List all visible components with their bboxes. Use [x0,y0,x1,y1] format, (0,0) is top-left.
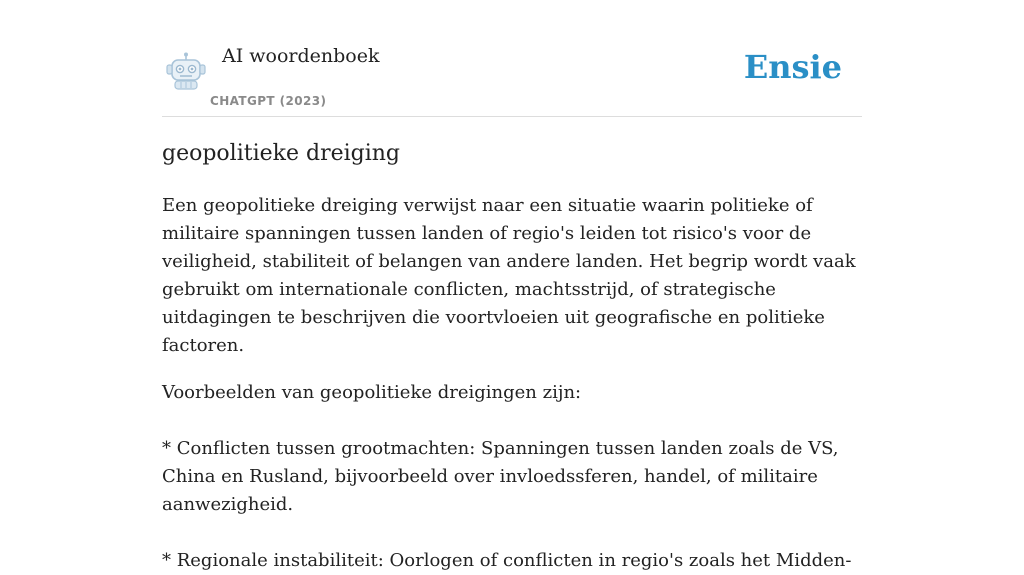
source-title[interactable]: AI woordenboek [222,45,380,67]
brand-logo[interactable]: Ensie [743,48,842,86]
example-item: * Conflicten tussen grootmachten: Spanningen tussen landen zoals de VS, China en Rusland, bijvoorbeeld over invloedssferen, handel, of militaire aanwezigheid. [162,438,839,515]
robot-icon [166,52,206,90]
source-subtitle: CHATGPT (2023) [210,94,327,108]
entry-term: geopolitieke dreiging [162,141,401,166]
definition-paragraph: Een geopolitieke dreiging verwijst naar een situatie waarin politieke of militaire spanningen tussen landen of regio's leiden tot risico's voor de veiligheid, stabiliteit of belangen van andere landen. Het begrip wordt vaak gebruikt om internationale conflicten, machtsstrijd, of strategische uitdagingen te beschrijven die voortvloeien uit geografische en politieke factoren. [162,195,856,356]
entry-header [162,0,862,117]
example-item: * Regionale instabiliteit: Oorlogen of conflicten in regio's zoals het Midden- [162,550,852,571]
examples-intro: Voorbeelden van geopolitieke dreigingen zijn: [162,382,582,403]
entry-body [162,138,864,575]
